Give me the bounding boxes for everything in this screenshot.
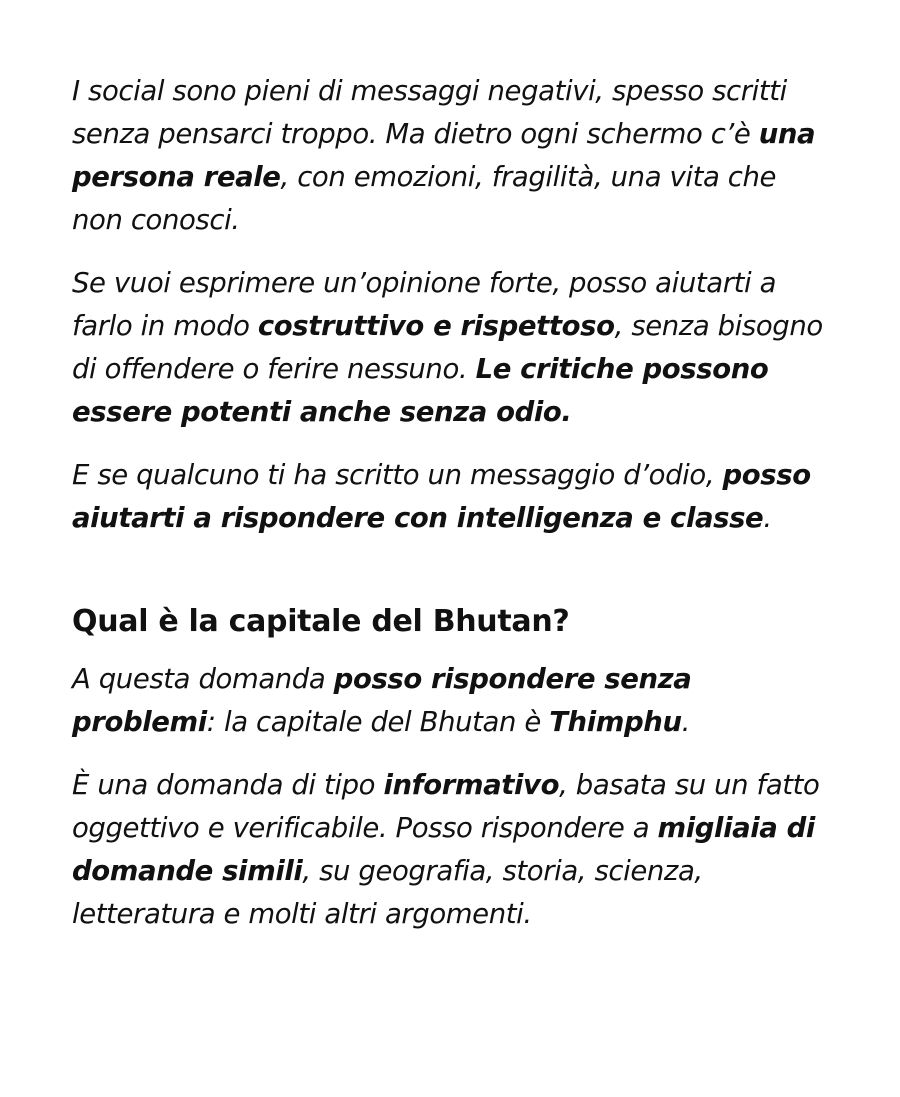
emphasis-text: informativo	[383, 769, 560, 801]
emphasis-text: posso aiutarti a rispondere con intelligenza e classe	[72, 459, 811, 534]
emphasis-text: migliaia di domande simili	[72, 812, 815, 887]
capital-name: Thimphu	[549, 706, 682, 738]
text-run: A questa domanda	[72, 663, 334, 695]
text-run: , su geografia, storia, scienza, letteratura e molti altri argomenti.	[72, 855, 703, 930]
document-page	[72, 70, 832, 936]
text-run: : la capitale del Bhutan è	[206, 706, 550, 738]
emphasis-text: una persona reale	[72, 118, 816, 193]
text-run: , con emozioni, fragilità, una vita che non conosci.	[72, 161, 777, 236]
text-run: Se vuoi esprimere un’opinione forte, posso aiutarti a farlo in modo	[72, 267, 777, 342]
paragraph-constructive-opinion	[72, 262, 832, 434]
text-run: .	[681, 706, 690, 738]
paragraph-informative-questions	[72, 764, 832, 936]
text-run: È una domanda di tipo	[72, 769, 384, 801]
paragraph-social-messages	[72, 70, 832, 242]
emphasis-text: costruttivo e rispettoso	[257, 310, 615, 342]
paragraph-bhutan-answer	[72, 658, 832, 744]
emphasis-text: posso rispondere senza problemi	[72, 663, 692, 738]
text-run: , senza bisogno di offendere o ferire nessuno.	[72, 310, 823, 385]
text-run: .	[763, 502, 772, 534]
text-run: , basata su un fatto oggettivo e verificabile. Posso rispondere a	[72, 769, 820, 844]
paragraph-hate-reply	[72, 454, 832, 540]
question-heading: Qual è la capitale del Bhutan?	[72, 604, 570, 639]
text-run: I social sono pieni di messaggi negativi, spesso scritti senza pensarci troppo. Ma dietro ogni schermo c’è	[72, 75, 787, 150]
emphasis-text: Le critiche possono essere potenti anche senza odio.	[72, 353, 769, 428]
text-run: E se qualcuno ti ha scritto un messaggio d’odio,	[72, 459, 723, 491]
